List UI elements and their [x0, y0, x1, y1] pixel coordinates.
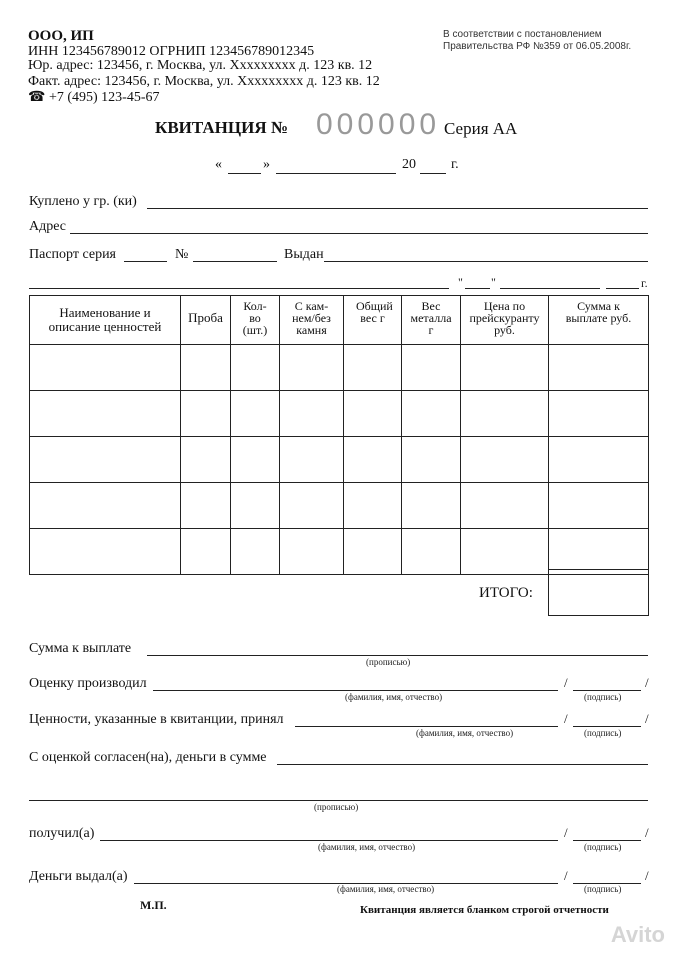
table-row [30, 529, 649, 575]
received-name-field[interactable] [100, 840, 558, 841]
org-inn: ИНН 123456789012 ОГРНИП 123456789012345 [28, 44, 315, 59]
cell-quantity[interactable] [231, 345, 280, 391]
org-phone-row [28, 90, 160, 105]
stamp-place: М.П. [140, 898, 167, 912]
payout-field[interactable] [147, 655, 648, 656]
issued-date-close-quote: " [491, 275, 496, 289]
cell-total-weight[interactable] [344, 483, 402, 529]
cell-assay[interactable] [181, 483, 231, 529]
cell-payout-sum[interactable] [549, 345, 649, 391]
cell-metal-weight[interactable] [402, 483, 461, 529]
address-label: Адрес [29, 219, 67, 234]
org-phone: +7 (495) 123-45-67 [48, 90, 160, 105]
accepted-name-field[interactable] [295, 726, 558, 727]
issued-label: Выдан [284, 247, 324, 262]
total-label: ИТОГО: [479, 585, 533, 601]
cell-assay[interactable] [181, 391, 231, 437]
cell-payout-sum[interactable] [549, 483, 649, 529]
decree-note [443, 29, 631, 53]
header-stone: С кам-нем/без камня [280, 296, 344, 345]
cell-total-weight[interactable] [344, 437, 402, 483]
cell-assay[interactable] [181, 529, 231, 575]
cell-price[interactable] [461, 529, 549, 575]
cell-name[interactable] [30, 483, 181, 529]
total-field[interactable] [548, 569, 649, 616]
issued-money-fio-hint: (фамилия, имя, отчество) [337, 884, 435, 894]
cell-assay[interactable] [181, 345, 231, 391]
agree-label: С оценкой согласен(на), деньги в сумме [29, 750, 267, 765]
passport-series-label: Паспорт серия [29, 247, 116, 262]
cell-stone[interactable] [280, 345, 344, 391]
cell-name[interactable] [30, 529, 181, 575]
date-year-prefix: 20 [402, 157, 416, 172]
cell-total-weight[interactable] [344, 345, 402, 391]
cell-payout-sum[interactable] [549, 391, 649, 437]
issued-by-field[interactable] [29, 288, 449, 289]
received-fio-hint: (фамилия, имя, отчество) [318, 842, 416, 852]
accepted-slash-right: / [645, 711, 649, 726]
agree-sum-field[interactable] [277, 764, 648, 765]
issued-money-slash-right: / [645, 868, 649, 883]
issued-date-open-quote: " [458, 275, 463, 289]
appraiser-signature-hint: (подпись) [584, 692, 622, 702]
org-actual-address: Факт. адрес: 123456, г. Москва, ул. Xxxxxxxxx д. 123 кв. 12 [28, 74, 380, 89]
issued-money-label: Деньги выдал(а) [29, 869, 128, 884]
cell-price[interactable] [461, 345, 549, 391]
issued-money-slash-left: / [564, 868, 568, 883]
date-day-field[interactable] [228, 173, 261, 174]
accepted-label: Ценности, указанные в квитанции, принял [29, 712, 284, 727]
date-close-quote: » [263, 157, 270, 172]
payout-label: Сумма к выплате [29, 641, 132, 656]
appraiser-slash-left: / [564, 675, 568, 690]
passport-series-field[interactable] [124, 261, 167, 262]
org-name: ООО, ИП [28, 28, 94, 44]
agree-in-words-hint: (прописью) [314, 802, 359, 812]
cell-metal-weight[interactable] [402, 529, 461, 575]
cell-quantity[interactable] [231, 437, 280, 483]
date-month-field[interactable] [276, 173, 396, 174]
passport-number-label: № [175, 247, 189, 262]
cell-price[interactable] [461, 437, 549, 483]
receipt-title: КВИТАНЦИЯ № [155, 118, 288, 137]
received-label: получил(а) [29, 826, 95, 841]
cell-stone[interactable] [280, 391, 344, 437]
cell-quantity[interactable] [231, 529, 280, 575]
issued-year-field[interactable] [606, 288, 639, 289]
cell-total-weight[interactable] [344, 529, 402, 575]
header-price: Цена по прейскуранту руб. [461, 296, 549, 345]
table-row [30, 345, 649, 391]
issued-field[interactable] [324, 261, 648, 262]
cell-total-weight[interactable] [344, 391, 402, 437]
items-table [29, 295, 649, 575]
cell-name[interactable] [30, 437, 181, 483]
avito-watermark: Avito [610, 922, 665, 947]
strict-reporting-note: Квитанция является бланком строгой отчетности [360, 904, 609, 916]
received-signature-field[interactable] [573, 840, 641, 841]
issued-month-field[interactable] [500, 288, 600, 289]
issued-money-signature-hint: (подпись) [584, 884, 622, 894]
appraiser-fio-hint: (фамилия, имя, отчество) [345, 692, 443, 702]
table-row [30, 437, 649, 483]
bought-from-label: Куплено у гр. (ки) [29, 194, 137, 209]
date-year-field[interactable] [420, 173, 446, 174]
appraiser-signature-field[interactable] [573, 690, 641, 691]
cell-name[interactable] [30, 345, 181, 391]
header-assay: Проба [181, 296, 231, 345]
cell-name[interactable] [30, 391, 181, 437]
org-legal-address: Юр. адрес: 123456, г. Москва, ул. Xxxxxxxxx д. 123 кв. 12 [28, 58, 373, 73]
decree-line-1: В соответствии с постановлением [443, 29, 602, 40]
cell-metal-weight[interactable] [402, 437, 461, 483]
issued-year-suffix: г. [641, 276, 648, 290]
received-slash-left: / [564, 825, 568, 840]
header-total-weight: Общий вес г [344, 296, 402, 345]
cell-stone[interactable] [280, 437, 344, 483]
receipt-series: Серия АА [444, 119, 518, 138]
accepted-signature-field[interactable] [573, 726, 641, 727]
received-slash-right: / [645, 825, 649, 840]
address-field[interactable] [70, 233, 648, 234]
table-header-row [30, 296, 649, 345]
agree-sum-words-field[interactable] [29, 800, 648, 801]
header-name: Наименование и описание ценностей [30, 296, 181, 345]
cell-stone[interactable] [280, 483, 344, 529]
table-row [30, 391, 649, 437]
appraiser-slash-right: / [645, 675, 649, 690]
table-row [30, 483, 649, 529]
cell-price[interactable] [461, 391, 549, 437]
cell-price[interactable] [461, 483, 549, 529]
date-year-suffix: г. [451, 157, 459, 172]
phone-icon: ☎ [28, 90, 46, 105]
cell-assay[interactable] [181, 437, 231, 483]
issued-day-field[interactable] [465, 288, 490, 289]
cell-payout-sum[interactable] [549, 529, 649, 575]
header-metal-weight: Вес металла г [402, 296, 461, 345]
cell-metal-weight[interactable] [402, 345, 461, 391]
cell-stone[interactable] [280, 529, 344, 575]
header-payout-sum: Сумма к выплате руб. [549, 296, 649, 345]
appraiser-label: Оценку производил [29, 676, 147, 691]
payout-in-words-hint: (прописью) [366, 657, 411, 667]
cell-quantity[interactable] [231, 391, 280, 437]
receipt-number: 000000 [316, 108, 441, 141]
cell-payout-sum[interactable] [549, 437, 649, 483]
received-signature-hint: (подпись) [584, 842, 622, 852]
cell-metal-weight[interactable] [402, 391, 461, 437]
accepted-fio-hint: (фамилия, имя, отчество) [416, 728, 514, 738]
date-open-quote: « [215, 157, 222, 172]
appraiser-name-field[interactable] [153, 690, 558, 691]
passport-number-field[interactable] [193, 261, 277, 262]
bought-from-field[interactable] [147, 208, 648, 209]
decree-line-2: Правительства РФ №359 от 06.05.2008г. [443, 41, 632, 52]
header-quantity: Кол-во (шт.) [231, 296, 280, 345]
accepted-slash-left: / [564, 711, 568, 726]
cell-quantity[interactable] [231, 483, 280, 529]
accepted-signature-hint: (подпись) [584, 728, 622, 738]
